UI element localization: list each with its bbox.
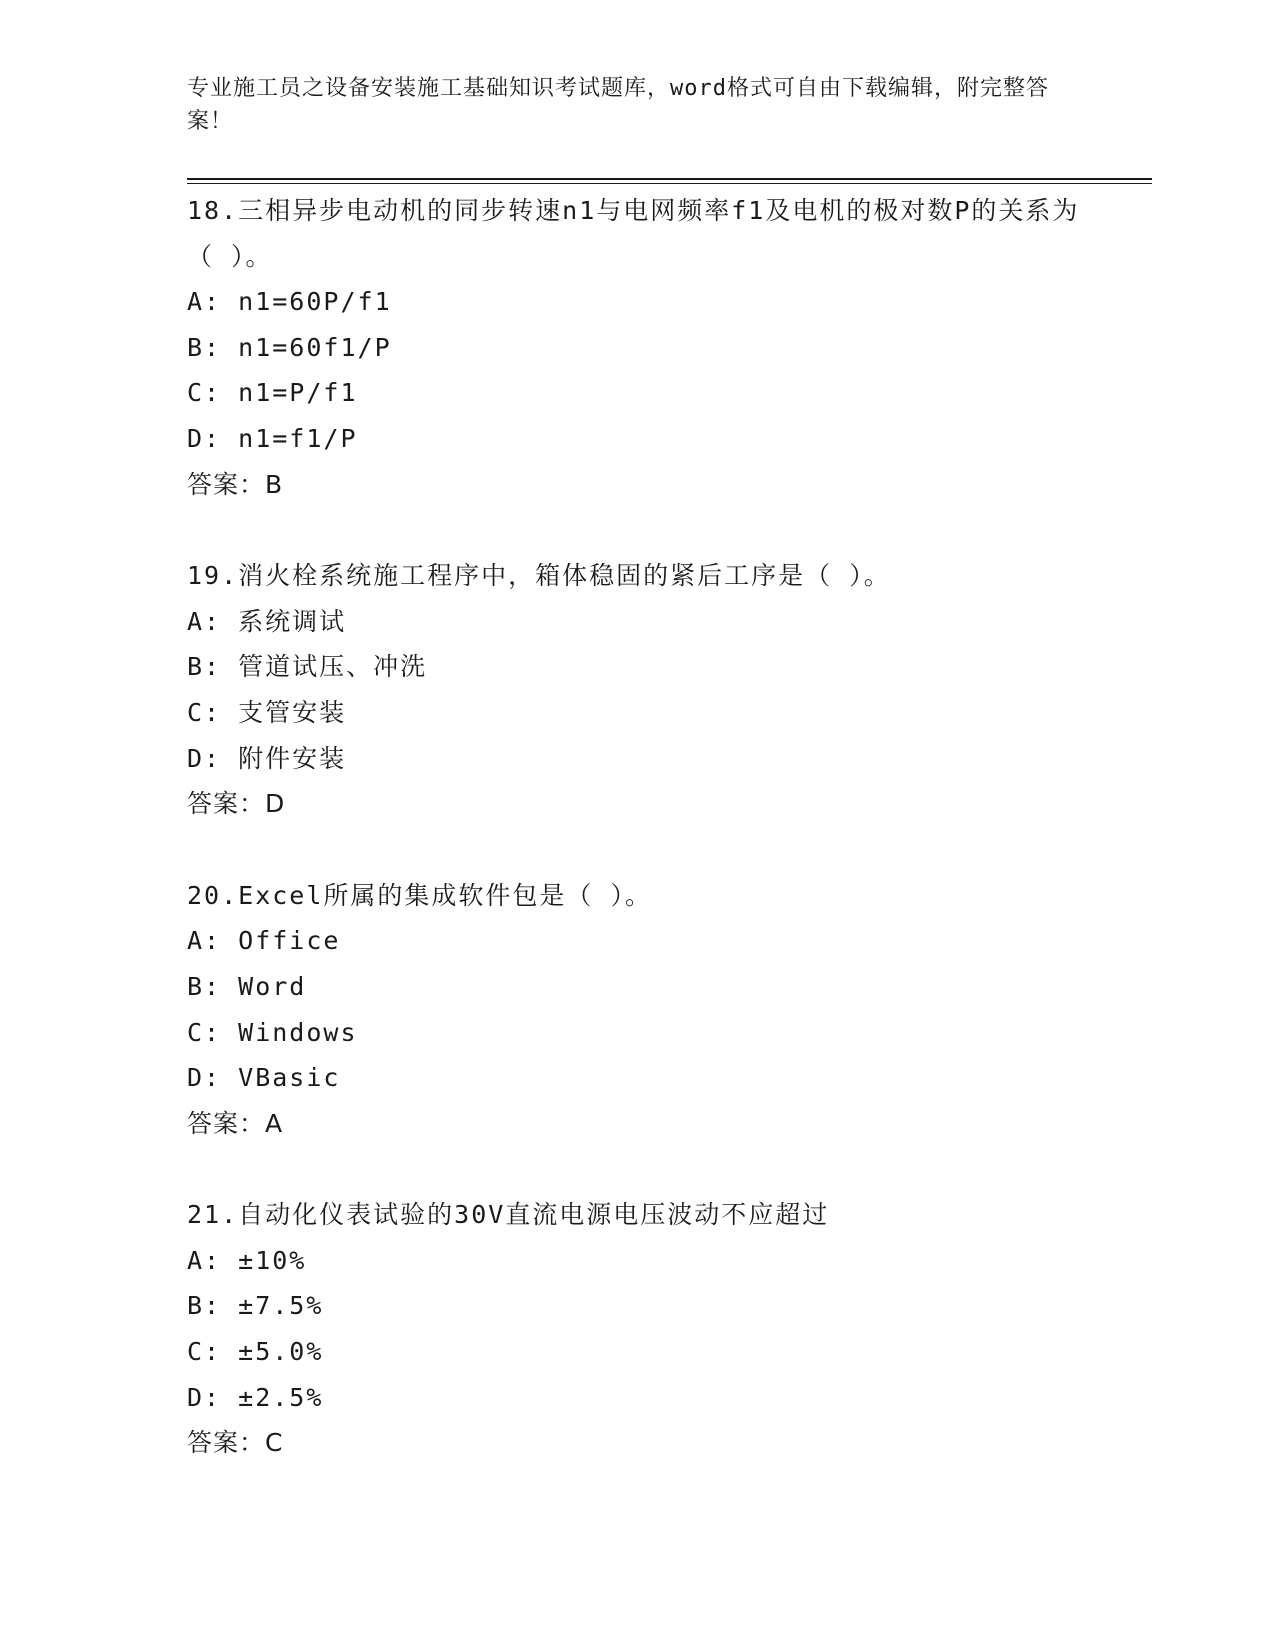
- document-header: 专业施工员之设备安装施工基础知识考试题库，word格式可自由下载编辑，附完整答案！: [187, 76, 1049, 134]
- option-a: A: 系统调试: [187, 606, 347, 636]
- question-stem: 19.消火栓系统施工程序中，箱体稳固的紧后工序是（ ）。: [187, 561, 891, 591]
- option-b: B: Word: [187, 971, 307, 1001]
- option-b: B: n1=60f1/P: [187, 332, 392, 362]
- question-19: [187, 553, 1152, 827]
- question-stem: 18.三相异步电动机的同步转速n1与电网频率f1及电机的极对数P的关系为（ ）。: [187, 196, 1080, 271]
- option-b: B: 管道试压、冲洗: [187, 652, 428, 682]
- question-stem: 20.Excel所属的集成软件包是（ ）。: [187, 880, 652, 910]
- question-20: [187, 873, 1152, 1147]
- answer: 答案：D: [187, 789, 286, 819]
- option-a: A: ±10%: [187, 1245, 307, 1275]
- question-21: [187, 1192, 1152, 1466]
- header-divider-thin: [187, 183, 1152, 184]
- option-a: A: n1=60P/f1: [187, 287, 392, 317]
- option-c: C: 支管安装: [187, 697, 347, 727]
- option-d: D: 附件安装: [187, 743, 347, 773]
- question-stem: 21.自动化仪表试验的30V直流电源电压波动不应超过: [187, 1200, 830, 1230]
- answer: 答案：C: [187, 1428, 284, 1458]
- option-c: C: Windows: [187, 1017, 358, 1047]
- option-a: A: Office: [187, 926, 341, 956]
- option-d: D: n1=f1/P: [187, 423, 358, 453]
- option-b: B: ±7.5%: [187, 1291, 324, 1321]
- answer: 答案：A: [187, 1108, 284, 1138]
- option-d: D: ±2.5%: [187, 1382, 324, 1412]
- answer: 答案：B: [187, 469, 284, 499]
- header-divider-thick: [187, 178, 1152, 180]
- option-d: D: VBasic: [187, 1063, 341, 1093]
- question-list: [187, 188, 1152, 1512]
- option-c: C: ±5.0%: [187, 1337, 324, 1367]
- question-18: [187, 188, 1152, 507]
- option-c: C: n1=P/f1: [187, 378, 358, 408]
